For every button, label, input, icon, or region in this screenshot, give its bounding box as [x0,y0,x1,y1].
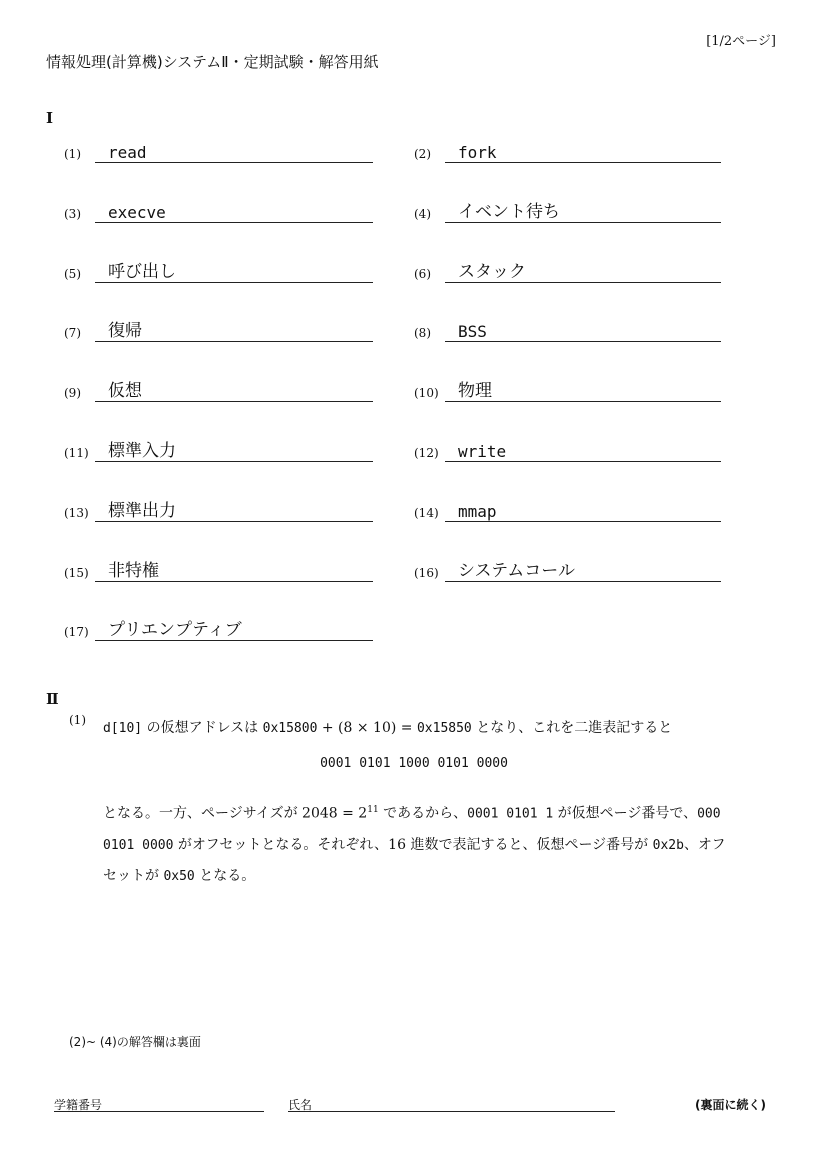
section-2-label: Ⅱ [46,690,59,708]
answer-text: 復帰 [108,321,142,341]
answer-item [414,552,721,582]
text-segment: + (8 × 10) = [317,720,417,736]
question-number: (1) [69,713,86,727]
text-segment: であるから、 [378,805,468,822]
vpn-bits: 0001 0101 1 [467,806,554,822]
answer-field[interactable] [445,222,721,223]
page-title: 情報処理(計算機)システムⅡ・定期試験・解答用紙 [46,53,379,71]
answer-item [414,253,721,283]
offset-hex: 0x50 [163,868,195,884]
answer-item [64,432,373,462]
text-segment: の仮想アドレスは [142,720,263,736]
answer-field[interactable] [445,581,721,582]
text-segment: となる。 [194,867,256,884]
answer-item [64,133,373,163]
answer-text: 非特権 [108,561,159,581]
answer-field[interactable] [95,640,373,641]
answer-number: (5) [64,267,81,281]
answer-number: (8) [414,326,431,340]
text-segment: となり、これを二進表記すると [471,720,673,736]
address-base: 0x15800 [262,721,318,736]
answer-field[interactable] [445,521,721,522]
student-id-label: 学籍番号 [54,1098,103,1112]
answer-number: (17) [64,625,89,639]
answer-item [414,193,721,223]
answer-text: イベント待ち [458,202,560,222]
answer-field[interactable] [445,401,721,402]
student-id-field[interactable] [54,1111,264,1112]
answer-field[interactable] [95,461,373,462]
answer-number: (2) [414,147,431,161]
answer-number: (10) [414,386,439,400]
answer-text: システムコール [458,561,575,581]
answer-item [64,372,373,402]
answer-item [64,312,373,342]
answer-item [64,492,373,522]
answer-item [414,372,721,402]
answer-number: (15) [64,566,89,580]
answer-field[interactable] [95,581,373,582]
answer-item [414,133,721,163]
answer-paragraph [103,795,728,892]
answer-item [414,312,721,342]
answer-text: read [108,143,147,162]
answer-number: (6) [414,267,431,281]
vpn-hex: 0x2b [652,837,684,853]
answer-item [64,552,373,582]
offset-bits: 000 0101 0000 [103,806,721,853]
answer-field[interactable] [445,341,721,342]
answer-field[interactable] [95,401,373,402]
answer-number: (7) [64,326,81,340]
text-segment: 、オフセットが [103,836,726,884]
answer-number: (1) [64,147,81,161]
name-field[interactable] [288,1111,615,1112]
answer-number: (4) [414,207,431,221]
answer-text: 標準出力 [108,501,176,521]
answer-number: (11) [64,446,89,460]
text-segment: となる。一方、ページサイズが 2048 = 2 [103,805,368,822]
address-result: 0x15850 [416,721,472,736]
answer-item [64,253,373,283]
answer-field[interactable] [95,341,373,342]
text-segment: がオフセットとなる。それぞれ、16 進数で表記すると、仮想ページ番号が [173,836,653,853]
answer-number: (13) [64,506,89,520]
answer-text: 物理 [458,381,492,401]
answer-text: BSS [458,322,487,341]
answer-text: プリエンプティブ [108,620,242,640]
answer-text: 仮想 [108,381,142,401]
answer-text: mmap [458,502,497,521]
answer-text: 呼び出し [108,262,176,282]
answer-item [64,193,373,223]
answer-number: (9) [64,386,81,400]
code-ref: d[10] [103,721,143,736]
answer-text: fork [458,143,497,162]
answer-item [64,611,373,641]
answer-item [414,432,721,462]
answer-field[interactable] [95,521,373,522]
back-side-note: (2)~ (4)の解答欄は裏面 [69,1035,201,1049]
answer-field[interactable] [95,162,373,163]
answer-field[interactable] [445,162,721,163]
exponent: 11 [367,805,379,815]
binary-representation: 0001 0101 1000 0101 0000 [320,756,508,771]
answer-number: (12) [414,446,439,460]
answer-number: (3) [64,207,81,221]
answer-text: スタック [458,262,526,282]
answer-number: (14) [414,506,439,520]
answer-text: 標準入力 [108,441,176,461]
section-1-label: I [46,109,54,127]
answer-number: (16) [414,566,439,580]
continued-note: (裏面に続く) [695,1098,766,1112]
answer-field[interactable] [445,461,721,462]
answer-field[interactable] [95,282,373,283]
answer-field[interactable] [445,282,721,283]
answer-field[interactable] [95,222,373,223]
page-indicator: [1/2ページ] [706,34,776,49]
text-segment: が仮想ページ番号で、 [553,805,698,822]
answer-text: execve [108,203,166,222]
answer-text: write [458,442,507,461]
answer-line-1 [103,713,672,744]
name-label: 氏名 [288,1098,313,1112]
answer-item [414,492,721,522]
